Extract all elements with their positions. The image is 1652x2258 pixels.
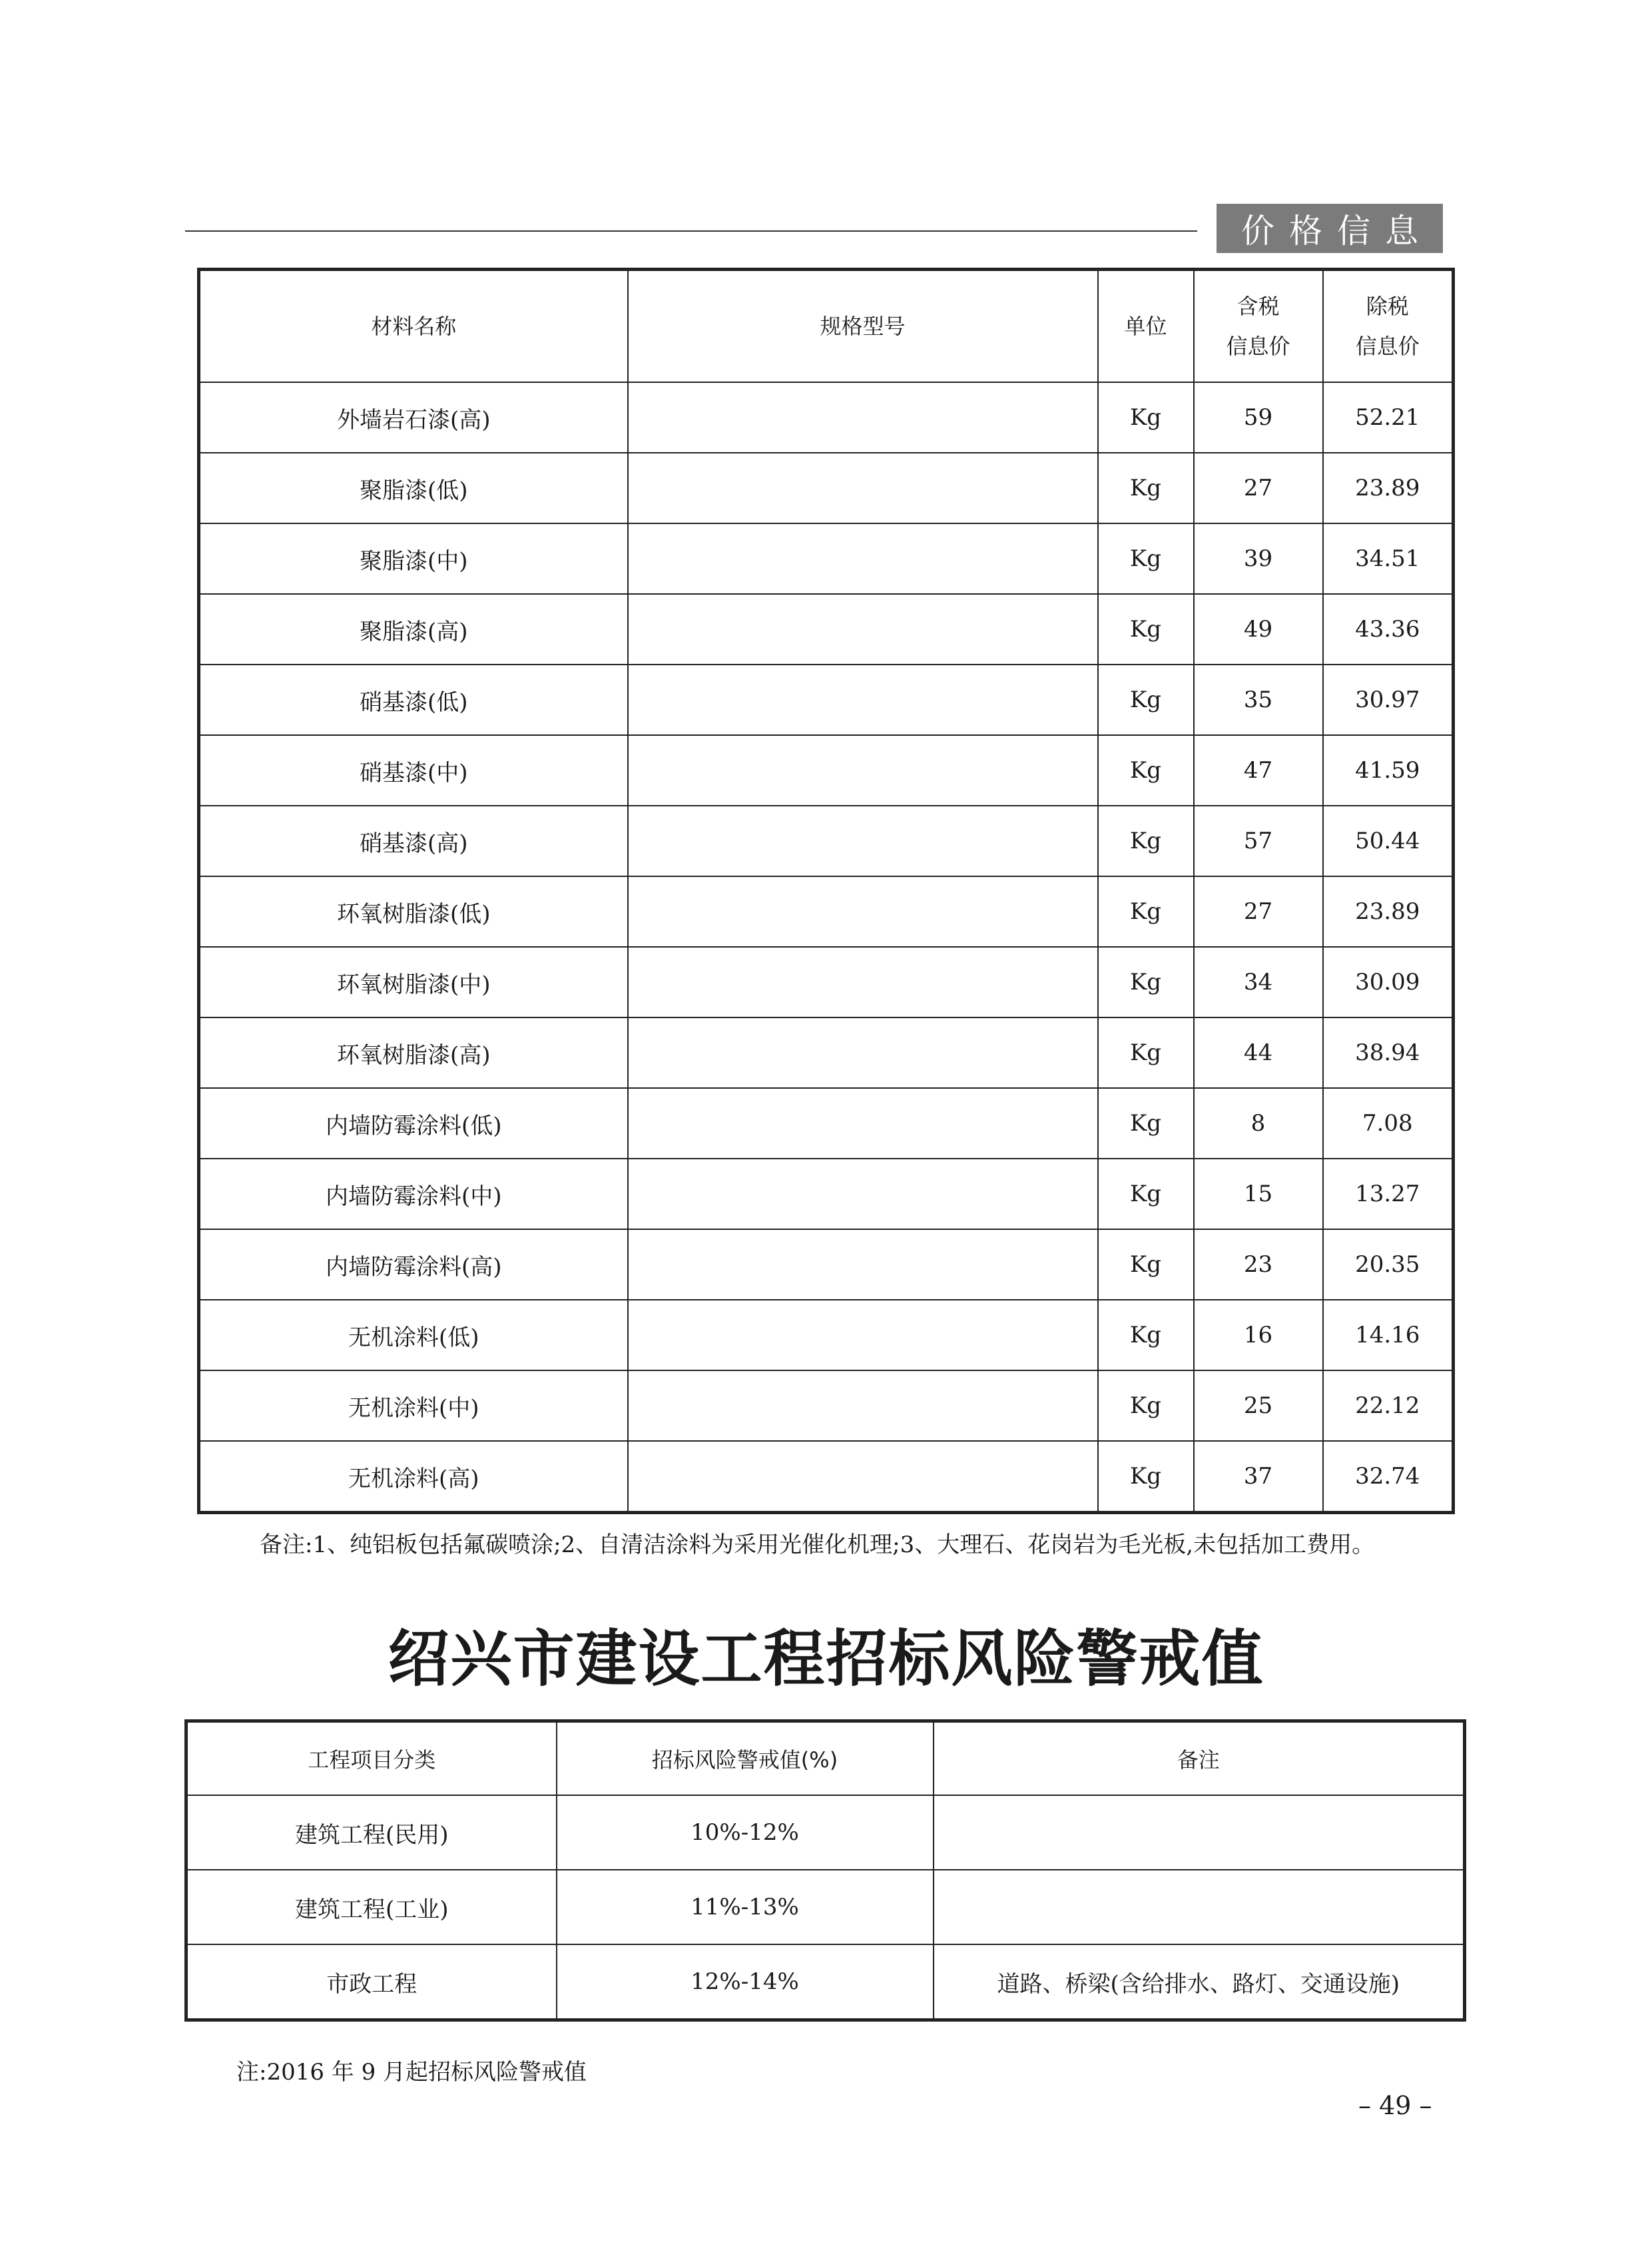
table-cell: 57 [1194,806,1323,876]
table-cell: 44 [1194,1017,1323,1088]
table-row [199,947,1454,1017]
table-cell: Kg [1098,453,1194,523]
table-cell: 41.59 [1323,735,1454,806]
table-cell: 建筑工程(民用) [186,1795,557,1870]
table-cell: 无机涂料(低) [199,1300,628,1370]
table-cell: 聚脂漆(中) [199,523,628,594]
table-cell: 硝基漆(高) [199,806,628,876]
table-cell [628,523,1098,594]
table-cell [628,1017,1098,1088]
table-cell: 47 [1194,735,1323,806]
table-cell: 34 [1194,947,1323,1017]
table-cell: Kg [1098,876,1194,947]
table-cell: 道路、桥梁(含给排水、路灯、交通设施) [934,1944,1465,2020]
table-cell: Kg [1098,1159,1194,1229]
table-row [199,735,1454,806]
risk-table [184,1719,1466,2022]
table-cell: Kg [1098,947,1194,1017]
table-cell: 30.09 [1323,947,1454,1017]
table-cell: 16 [1194,1300,1323,1370]
table-row [186,1795,1465,1870]
table-cell: 43.36 [1323,594,1454,665]
col-spec-model: 规格型号 [628,270,1098,383]
table-cell: 23 [1194,1229,1323,1300]
table-cell: 15 [1194,1159,1323,1229]
table-cell: 环氧树脂漆(高) [199,1017,628,1088]
col-tax-incl-line1: 含税 [1237,294,1280,319]
table-cell [628,947,1098,1017]
table-cell: 39 [1194,523,1323,594]
table-cell: 硝基漆(中) [199,735,628,806]
table-row [199,806,1454,876]
table-cell: 外墙岩石漆(高) [199,382,628,453]
table-cell [628,1159,1098,1229]
table-cell: 35 [1194,665,1323,735]
table-row [199,1088,1454,1159]
table-cell: Kg [1098,594,1194,665]
table-row [199,1370,1454,1441]
table-cell: Kg [1098,382,1194,453]
page-number: – 49 – [1358,2091,1432,2120]
col-material-name: 材料名称 [199,270,628,383]
price-table-body [199,382,1454,1513]
risk-table-header [186,1721,1465,1796]
risk-table-body [186,1795,1465,2020]
section-tag: 价格信息 [1217,204,1443,253]
table-cell: 聚脂漆(低) [199,453,628,523]
table-cell: 50.44 [1323,806,1454,876]
col-risk-threshold: 招标风险警戒值(%) [557,1721,934,1796]
col-tax-incl-line2: 信息价 [1226,334,1290,359]
table-cell: 34.51 [1323,523,1454,594]
col-unit: 单位 [1098,270,1194,383]
table-cell: Kg [1098,1229,1194,1300]
col-tax-incl-price [1194,270,1323,383]
table-cell [628,665,1098,735]
table-cell: 13.27 [1323,1159,1454,1229]
table-row [199,453,1454,523]
table-cell: Kg [1098,665,1194,735]
table-cell: 23.89 [1323,876,1454,947]
table-cell: 22.12 [1323,1370,1454,1441]
table-cell: Kg [1098,523,1194,594]
table-row [199,1229,1454,1300]
table-cell: Kg [1098,1441,1194,1513]
col-project-category: 工程项目分类 [186,1721,557,1796]
price-table [197,268,1455,1514]
table-cell: 8 [1194,1088,1323,1159]
col-tax-excl-price [1323,270,1454,383]
table-cell [628,806,1098,876]
table-cell: 37 [1194,1441,1323,1513]
table-row [199,382,1454,453]
header-rule [185,230,1197,232]
table-cell: 20.35 [1323,1229,1454,1300]
table-row [199,1300,1454,1370]
table-cell: 27 [1194,453,1323,523]
table-cell: 11%-13% [557,1870,934,1944]
table-row [199,665,1454,735]
table-cell: 38.94 [1323,1017,1454,1088]
table-cell: Kg [1098,1370,1194,1441]
table-cell: 聚脂漆(高) [199,594,628,665]
table-cell: 25 [1194,1370,1323,1441]
table-cell [628,1300,1098,1370]
table-cell: 12%-14% [557,1944,934,2020]
col-remarks: 备注 [934,1721,1465,1796]
table-cell: 内墙防霉涂料(高) [199,1229,628,1300]
table-cell [628,594,1098,665]
table-cell: 49 [1194,594,1323,665]
table-cell: 环氧树脂漆(中) [199,947,628,1017]
table-cell: 无机涂料(中) [199,1370,628,1441]
table-row [199,1017,1454,1088]
table-cell: 59 [1194,382,1323,453]
table-cell: Kg [1098,1300,1194,1370]
table-cell: 无机涂料(高) [199,1441,628,1513]
price-table-header [199,270,1454,383]
col-tax-excl-line2: 信息价 [1355,334,1420,359]
table-cell: 30.97 [1323,665,1454,735]
table-cell: 52.21 [1323,382,1454,453]
table-cell [628,735,1098,806]
table-cell [628,1088,1098,1159]
table-row [199,523,1454,594]
table-cell: Kg [1098,1017,1194,1088]
table-cell: Kg [1098,1088,1194,1159]
table-cell: 硝基漆(低) [199,665,628,735]
table-cell: 内墙防霉涂料(中) [199,1159,628,1229]
col-tax-excl-line1: 除税 [1366,294,1409,319]
table-cell [628,876,1098,947]
table-row [199,1441,1454,1513]
table-cell [628,1229,1098,1300]
table-note: 备注:1、纯铝板包括氟碳喷涂;2、自清洁涂料为采用光催化机理;3、大理石、花岗岩为毛光板,未包括加工费用。 [260,1532,1375,1558]
table-cell: 32.74 [1323,1441,1454,1513]
table-cell [628,382,1098,453]
table-cell [628,1370,1098,1441]
table-cell [628,453,1098,523]
table-cell: 7.08 [1323,1088,1454,1159]
table-cell: 27 [1194,876,1323,947]
table-cell: 建筑工程(工业) [186,1870,557,1944]
table-cell: 23.89 [1323,453,1454,523]
table-cell: Kg [1098,735,1194,806]
table-cell: 市政工程 [186,1944,557,2020]
table-cell: Kg [1098,806,1194,876]
table-row [199,594,1454,665]
table-row [199,1159,1454,1229]
section-title: 绍兴市建设工程招标风险警戒值 [388,1623,1264,1695]
table-cell: 14.16 [1323,1300,1454,1370]
table-row [186,1870,1465,1944]
table-cell [934,1870,1465,1944]
table-row [186,1944,1465,2020]
table-cell [934,1795,1465,1870]
risk-note: 注:2016 年 9 月起招标风险警戒值 [236,2059,587,2086]
table-row [199,876,1454,947]
table-cell: 内墙防霉涂料(低) [199,1088,628,1159]
table-cell [628,1441,1098,1513]
table-cell: 环氧树脂漆(低) [199,876,628,947]
table-cell: 10%-12% [557,1795,934,1870]
